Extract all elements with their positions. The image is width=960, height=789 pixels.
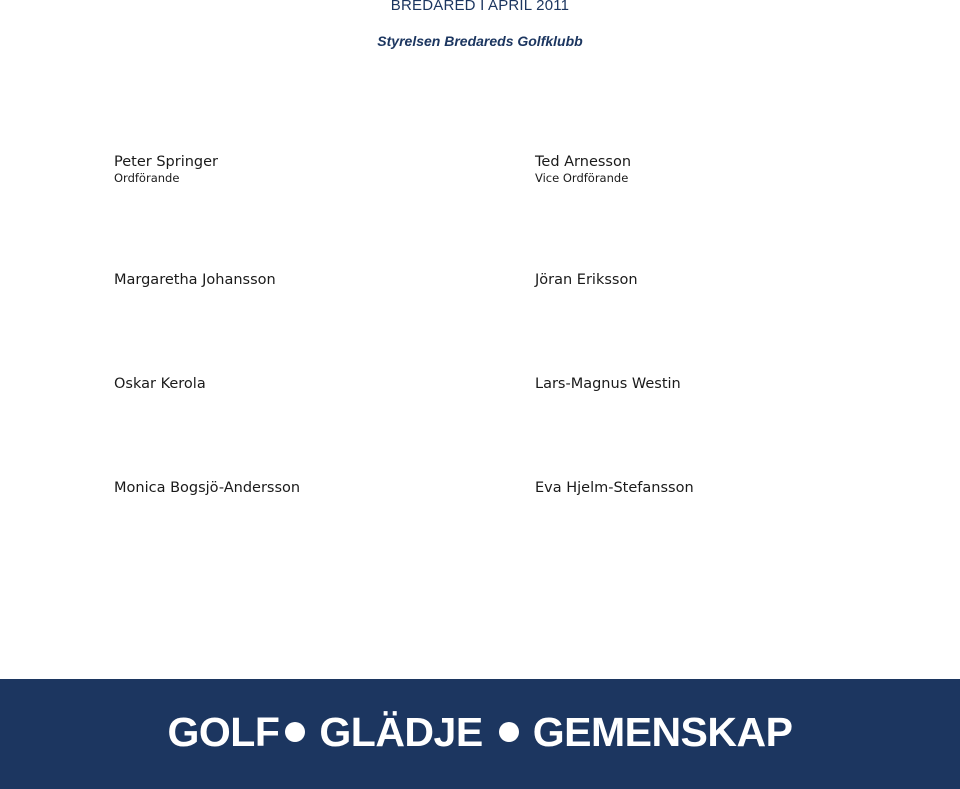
bullet-dot-icon	[499, 722, 519, 742]
member-card	[114, 479, 494, 497]
slogan-banner	[0, 679, 960, 789]
header-title: BREDARED I APRIL 2011	[390, 0, 570, 14]
slogan-word-golf: GOLF	[167, 708, 280, 755]
slogan-word-gemenskap: GEMENSKAP	[532, 708, 793, 755]
member-name: Margaretha Johansson	[114, 272, 276, 288]
slogan-word-gladje: GLÄDJE	[319, 708, 483, 755]
member-name: Eva Hjelm-Stefansson	[535, 480, 694, 496]
member-name: Oskar Kerola	[114, 376, 206, 392]
member-card	[535, 375, 915, 393]
board-subtitle: Styrelsen Bredareds Golfklubb	[377, 33, 583, 49]
member-card	[535, 153, 915, 185]
member-card	[114, 375, 494, 393]
member-card	[114, 271, 494, 289]
member-card	[114, 153, 494, 185]
slogan	[168, 709, 793, 756]
member-role: Vice Ordförande	[535, 171, 629, 185]
member-name: Monica Bogsjö-Andersson	[114, 480, 301, 496]
member-name: Jöran Eriksson	[535, 272, 638, 288]
member-role: Ordförande	[114, 171, 180, 185]
bullet-dot-icon	[285, 722, 305, 742]
member-name: Peter Springer	[114, 154, 218, 170]
member-card	[535, 479, 915, 497]
member-name: Ted Arnesson	[535, 154, 632, 170]
member-card	[535, 271, 915, 289]
member-name: Lars-Magnus Westin	[535, 376, 681, 392]
